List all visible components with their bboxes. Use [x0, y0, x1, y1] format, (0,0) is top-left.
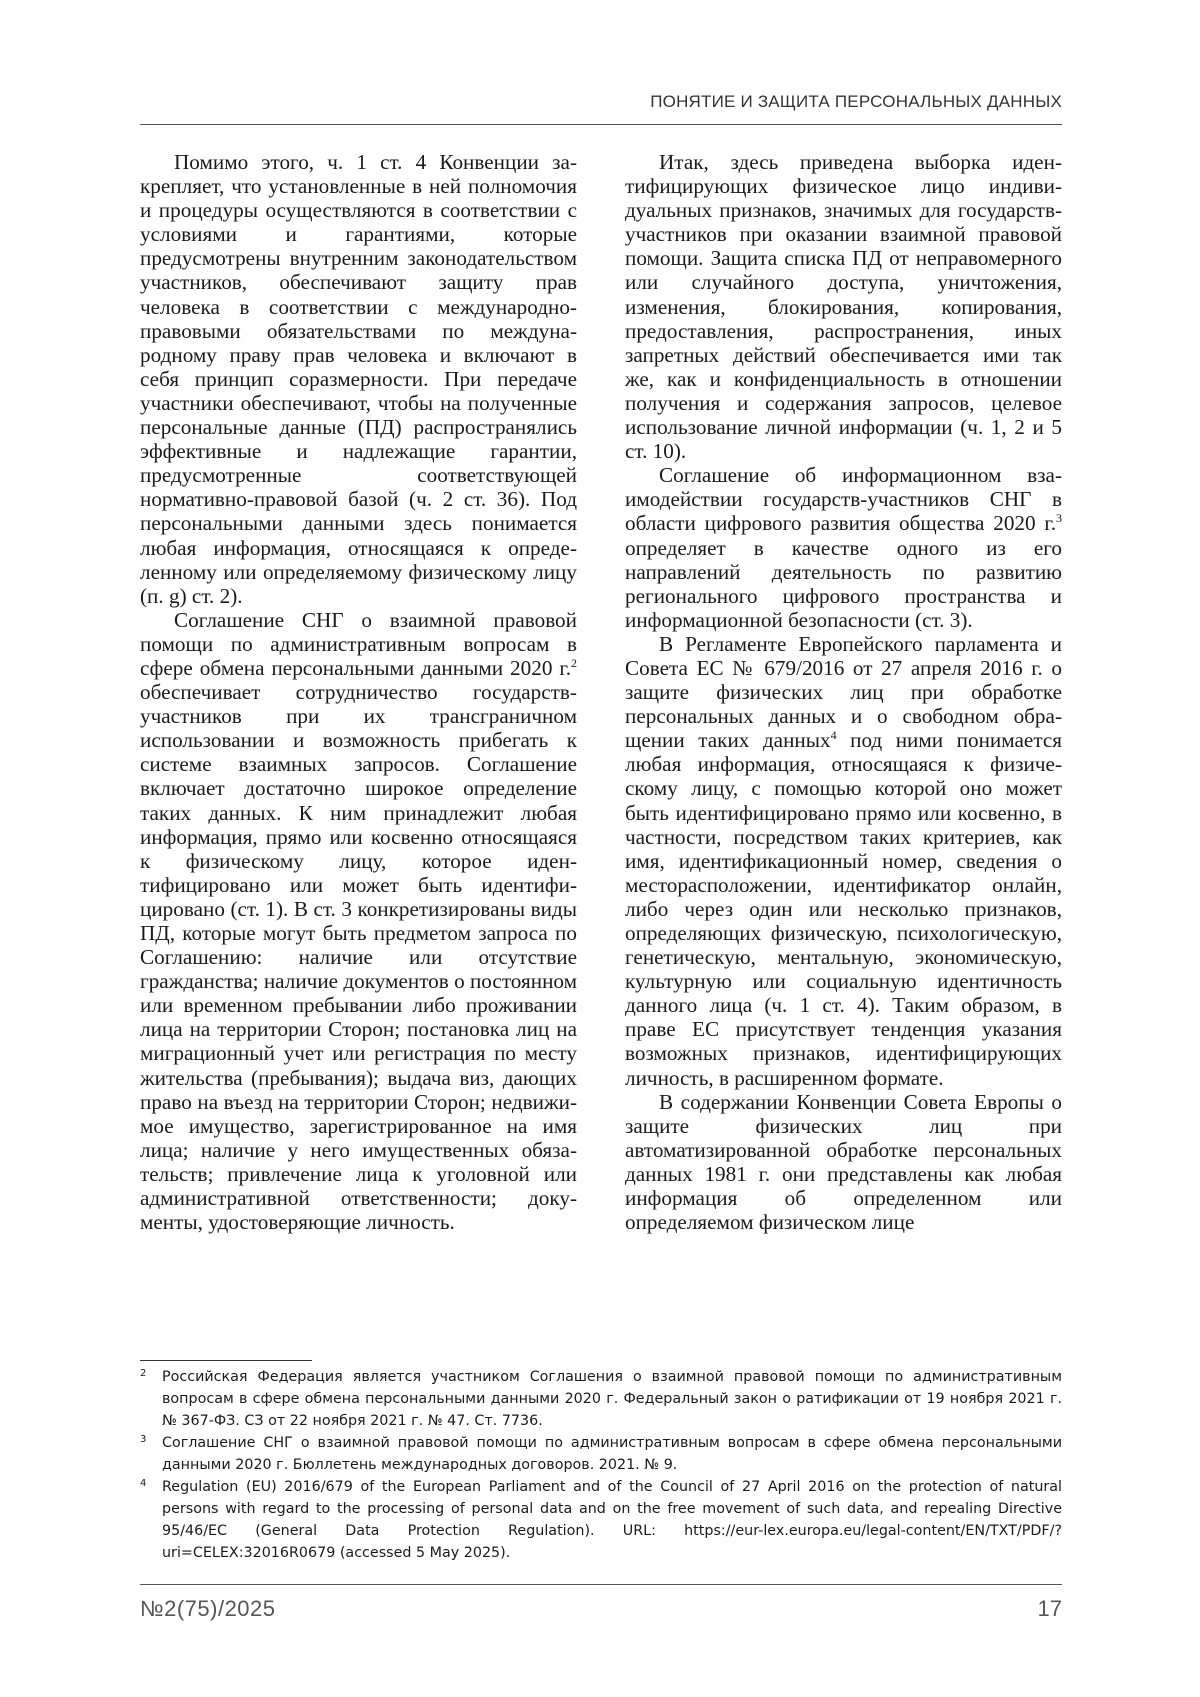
- right-column: [625, 150, 1062, 1234]
- paragraph: [625, 632, 1062, 1090]
- footnote-number: 2: [140, 1368, 147, 1379]
- paragraph-text: обеспечивает сотрудничество государств-участников при их трансграничном использовании и возможность прибегать к системе взаимных запросов. Соглашение включает достаточно широкое определение таких данных. К ним принадлежит любая информация, прямо или косвенно относящаяся к физическому лицу, которое идентифицировано или может быть идентифицировано (ст. 1). В ст. 3 конкретизированы виды ПД, которые могут быть предметом запроса по Соглашению: наличие или отсутствие гражданства; наличие документов о постоянном или временном пребывании либо проживании лица на территории Сторон; постановка лиц на миграционный учет или регистрация по месту жительства (пребывания); выдача виз, дающих право на въезд на территории Сторон; недвижимое имущество, зарегистрированное на имя лица; наличие у него имущественных обязательств; привлечение лица к уголовной или административной ответственности; документы, удостоверяющие личность.: [140, 680, 578, 1235]
- footnote: [140, 1366, 1062, 1432]
- footnote-text: Regulation (EU) 2016/679 of the European Parliament and of the Council of 27 April 2016 on the protection of natural persons with regard to the processing of personal data and on the free movement of such data, and repealing Directive 95/46/EC (General Data Protection Regulation). URL: https://eur-lex.europa.eu/legal-content/EN/TXT/PDF/?uri=CELEX:32016R0679 (accessed 5 May 2025).: [162, 1479, 1062, 1561]
- header-divider: [140, 124, 1062, 125]
- paragraph-text: определяет в качестве одного из его направлений деятельность по развитию регионального цифрового пространства и информационной безопасности (ст. 3).: [625, 535, 1062, 632]
- footnote-ref: 2: [571, 655, 577, 670]
- footnote-text: Российская Федерация является участником Соглашения о взаимной правовой помощи по административным вопросам в сфере обмена персональными данными 2020 г. Федеральный закон о ратификации от 19 ноября 2021 г. № 367-ФЗ. СЗ от 22 ноября 2021 г. № 47. Ст. 7736.: [162, 1369, 1062, 1429]
- running-title: ПОНЯТИЕ И ЗАЩИТА ПЕРСОНАЛЬНЫХ ДАННЫХ: [650, 92, 1062, 111]
- issue-number: №2(75)/2025: [140, 1596, 276, 1621]
- footnote-ref: 4: [830, 728, 837, 743]
- paragraph: [140, 608, 577, 1234]
- paragraph-text: Соглашение СНГ о взаимной правовой помощи по административным вопросам в сфере обмена персональными данными 2020 г.: [140, 607, 577, 680]
- left-column: [140, 150, 577, 1234]
- footnote-number: 4: [140, 1478, 147, 1489]
- footnote: [140, 1432, 1062, 1476]
- footnote-ref: 3: [1056, 511, 1062, 526]
- paragraph-text: В Регламенте Европейского парламента и Совета ЕС № 679/2016 от 27 апреля 2016 г. о защите физических лиц при обработке персональных данных и о свободном обращении таких данных: [625, 631, 1062, 753]
- paragraph-text: Соглашение об информационном взаимодействии государств-участников СНГ в области цифрового развития общества 2020 г.: [625, 463, 1062, 536]
- paragraph-text: под ними понимается любая информация, относящаяся к физическому лицу, с помощью которой оно может быть идентифицировано прямо или косвенно, в частности, посредством таких критериев, как имя, идентификационный номер, сведения о месторасположении, идентификатор онлайн, либо через один или несколько признаков, определяющих физическую, психологическую, генетическую, ментальную, экономическую, культурную или социальную идентичность данного лица (ч. 1 ст. 4). Таким образом, в праве ЕС присутствует тенденция указания возможных признаков, идентифицирующих личность, в расширенном формате.: [625, 728, 1062, 1090]
- paragraph: В содержании Конвенции Совета Европы о защите физических лиц при автоматизированной обработке персональных данных 1981 г. они представлены как любая информация об определенном или определяемом физическом лице: [625, 1089, 1062, 1235]
- paragraph: Итак, здесь приведена выборка идентифицирующих физическое лицо индивидуальных признаков, значимых для государств-участников при оказании взаимной правовой помощи. Защита списка ПД от неправомерного или случайного доступа, уничтожения, изменения, блокирования, копирования, предоставления, распространения, иных запретных действий обеспечивается ими так же, как и конфиденциальность в отношении получения и содержания запросов, целевое использование личной информации (ч. 1, 2 и 5 ст. 10).: [625, 150, 1062, 464]
- paragraph: Помимо этого, ч. 1 ст. 4 Конвенции закрепляет, что установленные в ней полномочия и процедуры осуществляются в соответствии с условиями и гарантиями, которые предусмотрены внутренним законодательством участников, обеспечивают защиту прав человека в соответствии с международно-правовыми обязательствами по международному праву прав человека и включают в себя принцип соразмерности. При передаче участники обеспечивают, чтобы на полученные персональные данные (ПД) распространялись эффективные и надлежащие гарантии, предусмотренные соответствующей нормативно-правовой базой (ч. 2 ст. 36). Под персональными данными здесь понимается любая информация, относящаяся к определенному или определяемому физическому лицу (п. g) ст. 2).: [140, 150, 577, 608]
- footer-divider: [140, 1584, 1062, 1585]
- page-number: 17: [1037, 1596, 1062, 1621]
- footnotes: [140, 1366, 1062, 1564]
- footnote-text: Соглашение СНГ о взаимной правовой помощи по административным вопросам в сфере обмена персональными данными 2020 г. Бюллетень международных договоров. 2021. № 9.: [162, 1435, 1062, 1473]
- footnote-separator: [140, 1360, 312, 1361]
- paragraph: [625, 463, 1062, 632]
- footnote-number: 3: [140, 1434, 147, 1445]
- footnote: [140, 1476, 1062, 1564]
